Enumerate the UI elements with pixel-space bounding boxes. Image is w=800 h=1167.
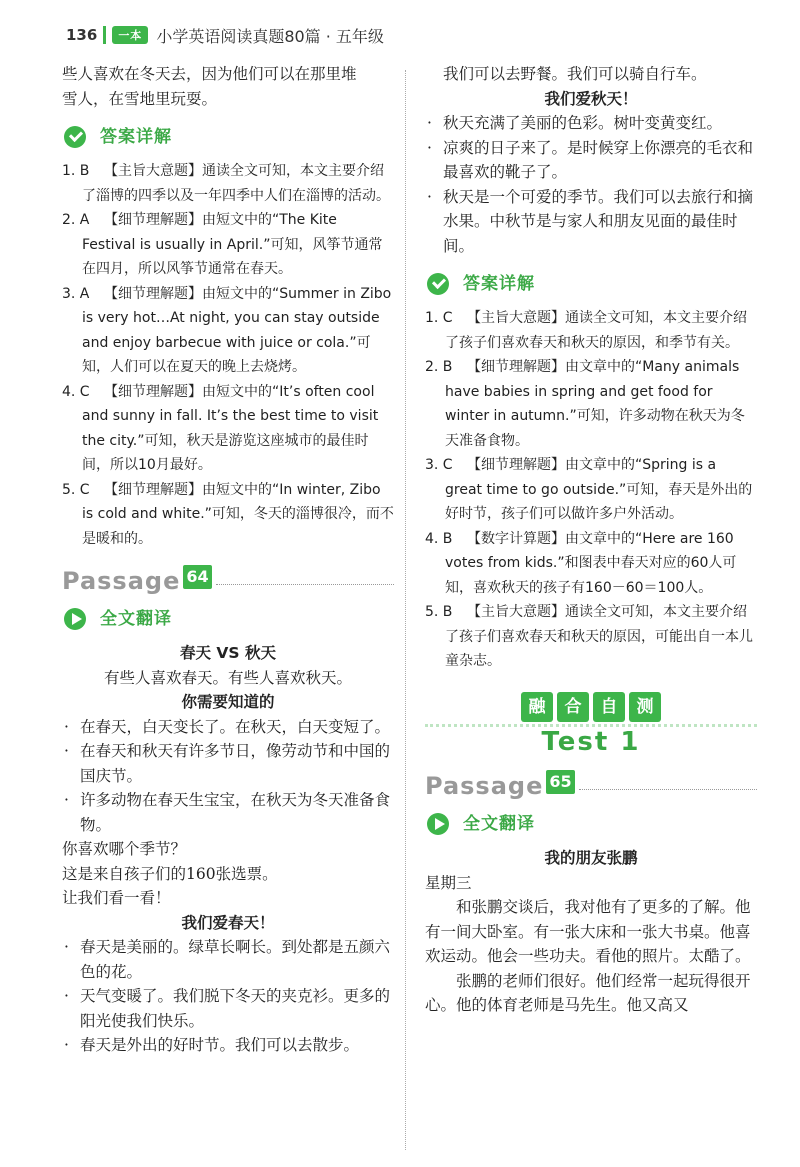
check-icon	[64, 126, 86, 148]
passage-banner	[425, 764, 757, 798]
dotted-rule	[579, 789, 757, 790]
answer-number: 2. B	[425, 359, 453, 375]
article-title: 春天 VS 秋天	[180, 644, 276, 662]
badge-char: 合	[557, 692, 589, 722]
translation-heading-text: 全文翻译	[463, 813, 535, 834]
answer-item	[425, 600, 757, 674]
right-column	[425, 62, 757, 1018]
answer-item	[425, 453, 757, 527]
list-item: · 在春天和秋天有许多节日，像劳动节和中国的国庆节。	[64, 742, 391, 785]
answer-section-heading	[64, 119, 394, 155]
answer-text: 【主旨大意题】通读全文可知，本文主要介绍了孩子们喜欢春天和秋天的原因，可能出自一本儿童杂志。	[445, 604, 753, 669]
play-icon	[427, 813, 449, 835]
book-title: 小学英语阅读真题80篇 · 五年级	[156, 26, 384, 46]
answer-item	[425, 306, 757, 355]
answer-text: 【主旨大意题】通读全文可知，本文主要介绍了孩子们喜欢春天和秋天的原因，和季节有关。	[445, 310, 747, 351]
article-subtitle: 有些人喜欢春天。有些人喜欢秋天。	[103, 668, 352, 687]
passage-number: 65	[546, 770, 574, 795]
check-icon	[427, 273, 449, 295]
list-item: · 秋天充满了美丽的色彩。树叶变黄变红。	[427, 114, 723, 132]
badge-char: 测	[629, 692, 661, 722]
answer-text: 【细节理解题】由文章中的“Many animals have babies in spring and get food for winter in autumn.”可知，许多动物在秋天为冬天准备食物。	[445, 359, 745, 449]
answer-item	[62, 478, 394, 552]
translation-heading-text: 全文翻译	[100, 608, 172, 629]
article-title: 我的朋友张鹏	[544, 849, 638, 867]
answer-text: 【数字计算题】由文章中的“Here are 160 votes from kids.”和图表中春天对应的60人可知，喜欢秋天的孩子有160－60＝100人。	[445, 530, 737, 596]
answer-heading-text: 答案详解	[463, 273, 535, 294]
body-paragraph: 张鹏的老师们很好。他们经常一起玩得很开心。他的体育老师是马先生。他又高又	[425, 971, 751, 1014]
answer-text: 【细节理解题】由短文中的“It’s often cool and sunny in fall. It’s the best time to visit the city.”可知，秋天是游览这座城市的最佳时间，所以10月最好。	[82, 383, 379, 473]
spring-heading: 我们爱春天！	[181, 913, 275, 932]
body-line: 你喜欢哪个季节？	[62, 840, 187, 858]
answer-number: 3. C	[425, 457, 453, 473]
answer-item	[62, 282, 394, 380]
answer-text: 【细节理解题】由短文中的“The Kite Festival is usually in April.”可知，风筝节通常在四月，所以风筝节通常在春天。	[82, 212, 383, 277]
intro-line: 雪人，在雪地里玩耍。	[62, 89, 218, 108]
answer-number: 5. C	[62, 481, 90, 498]
list-item: · 天气变暖了。我们脱下冬天的夹克衫。更多的阳光使我们快乐。	[64, 987, 391, 1030]
intro-line: 些人喜欢在冬天去，因为他们可以在那里堆	[62, 65, 357, 83]
list-item: · 春天是外出的好时节。我们可以去散步。	[64, 1036, 360, 1054]
series-logo: 一本	[112, 26, 148, 44]
dotted-rule	[216, 584, 394, 585]
body-line: 让我们看一看！	[62, 889, 171, 907]
answer-text: 【主旨大意题】通读全文可知，本文主要介绍了淄博的四季以及一年四季中人们在淄博的活动。	[82, 163, 390, 204]
play-icon	[64, 608, 86, 630]
day-line: 星期三	[425, 873, 472, 892]
answer-item	[425, 527, 757, 601]
answer-number: 2. A	[62, 212, 90, 228]
left-column	[62, 62, 394, 1058]
badge-char: 融	[521, 692, 553, 722]
answer-item	[62, 208, 394, 282]
translation-section-heading	[427, 806, 757, 842]
column-divider	[405, 70, 406, 1150]
autumn-heading: 我们爱秋天！	[544, 89, 638, 108]
list-item: · 凉爽的日子来了。是时候穿上你漂亮的毛衣和最喜欢的靴子了。	[427, 138, 754, 181]
translation-section-heading	[64, 601, 394, 637]
page-number: 136	[66, 26, 98, 44]
page-header	[66, 22, 384, 48]
answer-text: 【细节理解题】由短文中的“Summer in Zibo is very hot…At night, you can stay outside and enjoy barbecue with juice or cola.”可知，人们可以在夏天的晚上去烧烤。	[82, 285, 392, 375]
passage-word: Passage	[425, 771, 544, 800]
answer-number: 1. C	[425, 310, 453, 326]
header-bar	[103, 26, 106, 44]
answer-section-heading	[427, 266, 757, 302]
answer-item	[62, 159, 394, 208]
list-item: · 秋天是一个可爱的季节。我们可以去旅行和摘水果。中秋节是与家人和朋友见面的最佳时间。	[427, 187, 754, 255]
self-test-band	[425, 692, 757, 722]
answer-number: 1. B	[62, 163, 90, 179]
answer-text: 【细节理解题】由文章中的“Spring is a great time to go outside.”可知，春天是外出的好时节，孩子们可以做许多户外活动。	[445, 457, 753, 522]
body-line: 这是来自孩子们的160张选票。	[62, 864, 278, 883]
list-item: · 春天是美丽的。绿草长啊长。到处都是五颜六色的花。	[64, 938, 391, 981]
body-line: 我们可以去野餐。我们可以骑自行车。	[443, 65, 707, 83]
answer-number: 4. B	[425, 530, 453, 547]
passage-banner	[62, 559, 394, 593]
test-title: Test 1	[541, 726, 641, 757]
answer-text: 【细节理解题】由短文中的“In winter, Zibo is cold and white.”可知，冬天的淄博很冷，而不是暖和的。	[82, 481, 394, 547]
answer-number: 4. C	[62, 383, 90, 400]
know-heading: 你需要知道的	[181, 693, 275, 711]
passage-word: Passage	[62, 566, 181, 595]
list-item: · 许多动物在春天生宝宝，在秋天为冬天准备食物。	[64, 791, 391, 834]
answer-item	[425, 355, 757, 453]
answer-heading-text: 答案详解	[100, 126, 172, 147]
body-paragraph: 和张鹏交谈后，我对他有了更多的了解。他有一间大卧室。有一张大床和一张大书桌。他喜欢运动。他会一些功夫。看他的照片。太酷了。	[425, 898, 751, 965]
badge-char: 自	[593, 692, 625, 722]
answer-number: 3. A	[62, 285, 90, 302]
list-item: · 在春天，白天变长了。在秋天，白天变短了。	[64, 717, 391, 736]
passage-number: 64	[183, 565, 211, 590]
answer-number: 5. B	[425, 604, 453, 620]
answer-item	[62, 380, 394, 478]
self-test-badge	[425, 692, 757, 722]
